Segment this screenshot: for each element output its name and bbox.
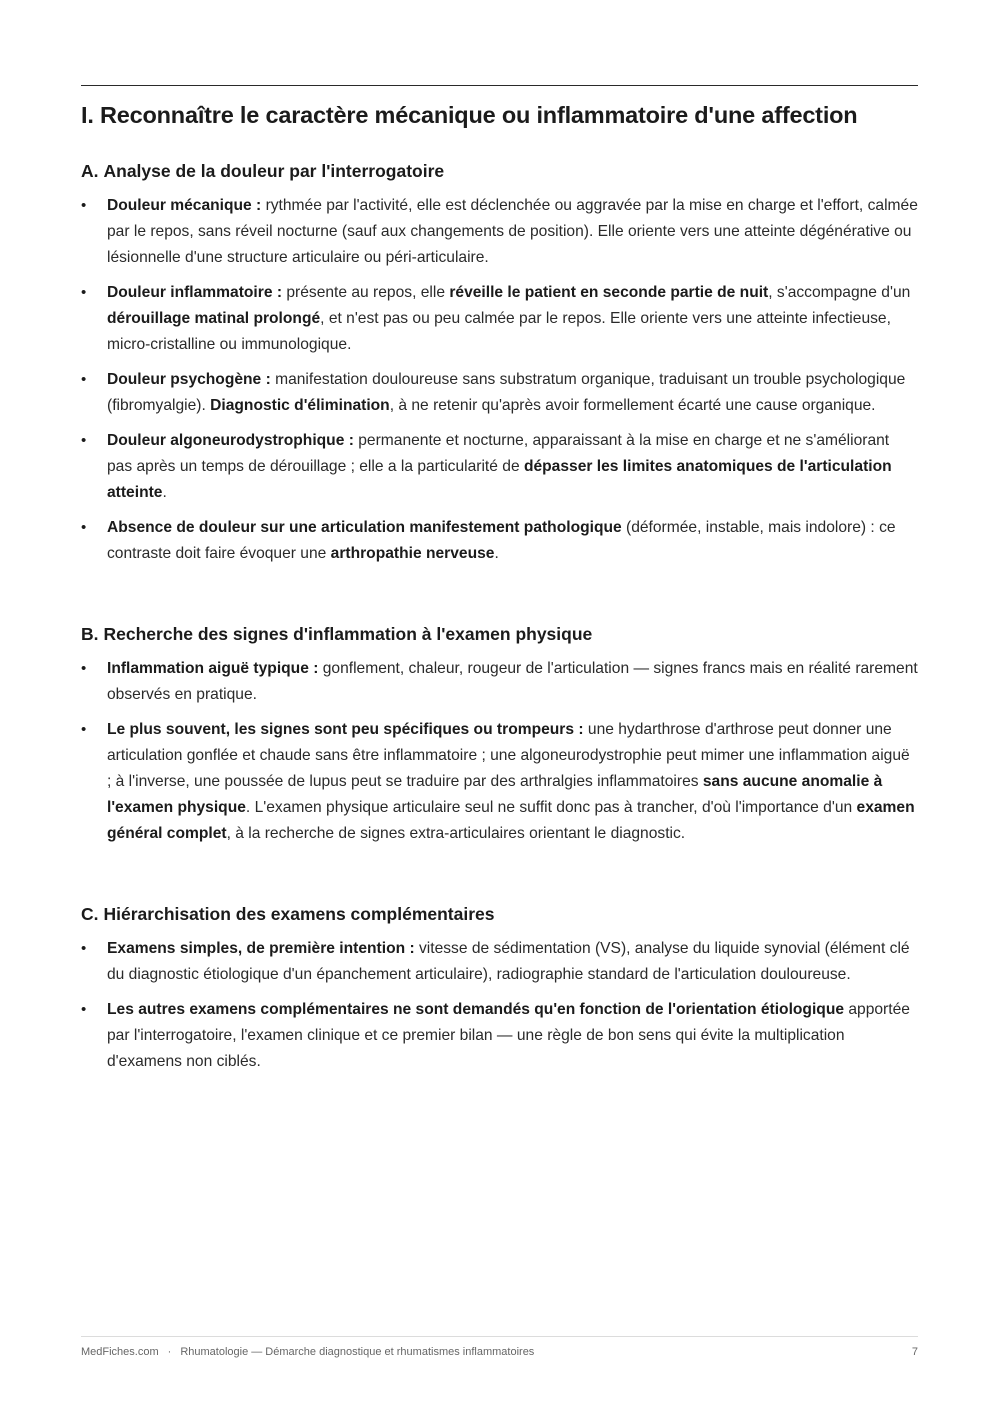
bold-text: Douleur algoneurodystrophique : [107, 432, 354, 449]
list-item [81, 997, 918, 1075]
page-footer [81, 1345, 918, 1359]
bold-text: Le plus souvent, les signes sont peu spécifiques ou trompeurs : [107, 721, 584, 738]
list-item [81, 515, 918, 567]
body-text: , et n'est pas ou peu calmée par le repos. Elle oriente vers une atteinte infectieuse, micro-cristalline ou immunologique. [107, 310, 891, 353]
section-c [81, 902, 918, 1075]
page-title: I. Reconnaître le caractère mécanique ou inflammatoire d'une affection [81, 102, 858, 128]
footer-site: MedFiches.com [81, 1346, 159, 1358]
top-divider [81, 85, 918, 86]
section-title: Hiérarchisation des examens complémentaires [103, 904, 495, 924]
section-a [81, 159, 918, 567]
bold-text: Absence de douleur sur une articulation manifestement pathologique [107, 519, 622, 536]
list-item [81, 428, 918, 506]
body-text: rythmée par l'activité, elle est déclenchée ou aggravée par la mise en charge et l'effort, calmée par le repos, sans réveil nocturne (sauf aux changements de position). Elle oriente vers une atteinte dégénérative ou lésionnelle d'une structure articulaire ou péri-articulaire. [107, 197, 918, 266]
body-text: présente au repos, elle [282, 284, 450, 301]
footer-separator: · [167, 1346, 172, 1358]
section-heading [81, 902, 918, 926]
footer-subject: Rhumatologie — Démarche diagnostique et rhumatismes inflammatoires [180, 1346, 535, 1358]
section-b [81, 622, 918, 847]
section-heading [81, 159, 918, 183]
body-text: , s'accompagne d'un [768, 284, 911, 301]
body-text: vitesse de sédimentation (VS), analyse du liquide synovial (élément clé du diagnostic étiologique d'un épanchement articulaire), radiographie standard de l'articulation douloureuse. [107, 940, 910, 983]
list-item [81, 280, 918, 358]
list-item [81, 936, 918, 988]
bold-text: Diagnostic d'élimination [210, 397, 390, 414]
body-text: . L'examen physique articulaire seul ne suffit donc pas à trancher, d'où l'importance d'un [245, 799, 857, 816]
footer-divider [81, 1336, 918, 1337]
body-text: manifestation douloureuse sans substratum organique, traduisant un trouble psychologique (fibromyalgie). [107, 371, 906, 414]
body-text: . [494, 545, 499, 562]
section-title: Analyse de la douleur par l'interrogatoire [103, 161, 445, 181]
list-item [81, 717, 918, 847]
list-item [81, 656, 918, 708]
section-letter: B. [81, 624, 99, 644]
bullet-list [81, 656, 918, 847]
bold-text: Examens simples, de première intention : [107, 940, 415, 957]
bold-text: sans aucune anomalie à l'examen physique [107, 773, 883, 816]
body-text: une hydarthrose d'arthrose peut donner une articulation gonflée et chaude sans être inflammatoire ; une algoneurodystrophie peut mimer une inflammation aiguë ; à l'inverse, une poussée de lupus peut se traduire par des arthralgies inflammatoires [107, 721, 910, 790]
bold-text: Douleur mécanique : [107, 197, 262, 214]
list-item [81, 367, 918, 419]
bold-text: examen général complet [107, 799, 915, 842]
bold-text: arthropathie nerveuse [330, 545, 495, 562]
bullet-list [81, 193, 918, 567]
bold-text: Les autres examens complémentaires ne sont demandés qu'en fonction de l'orientation étiologique [107, 1001, 845, 1018]
body-text: (déformée, instable, mais indolore) : ce contraste doit faire évoquer une [107, 519, 896, 562]
section-title: Recherche des signes d'inflammation à l'examen physique [103, 624, 593, 644]
body-text: apportée par l'interrogatoire, l'examen clinique et ce premier bilan — une règle de bon sens qui évite la multiplication d'examens non ciblés. [107, 1001, 910, 1070]
list-item [81, 193, 918, 271]
bold-text: Douleur psychogène : [107, 371, 271, 388]
body-text: , à ne retenir qu'après avoir formellement écarté une cause organique. [389, 397, 876, 414]
bold-text: Inflammation aiguë typique : [107, 660, 319, 677]
section-heading [81, 622, 918, 646]
bold-text: dérouillage matinal prolongé [107, 310, 321, 327]
section-letter: C. [81, 904, 99, 924]
bullet-list [81, 936, 918, 1075]
bold-text: dépasser les limites anatomiques de l'articulation atteinte [107, 458, 892, 501]
body-text: , à la recherche de signes extra-articulaires orientant le diagnostic. [226, 825, 686, 842]
page-number: 7 [911, 1346, 918, 1358]
bold-text: réveille le patient en seconde partie de nuit [449, 284, 769, 301]
body-text: gonflement, chaleur, rougeur de l'articulation — signes francs mais en réalité rarement observés en pratique. [107, 660, 918, 703]
body-text: permanente et nocturne, apparaissant à la mise en charge et ne s'améliorant pas après un temps de dérouillage ; elle a la particularité de [107, 432, 890, 475]
section-letter: A. [81, 161, 99, 181]
body-text: . [162, 484, 167, 501]
bold-text: Douleur inflammatoire : [107, 284, 283, 301]
